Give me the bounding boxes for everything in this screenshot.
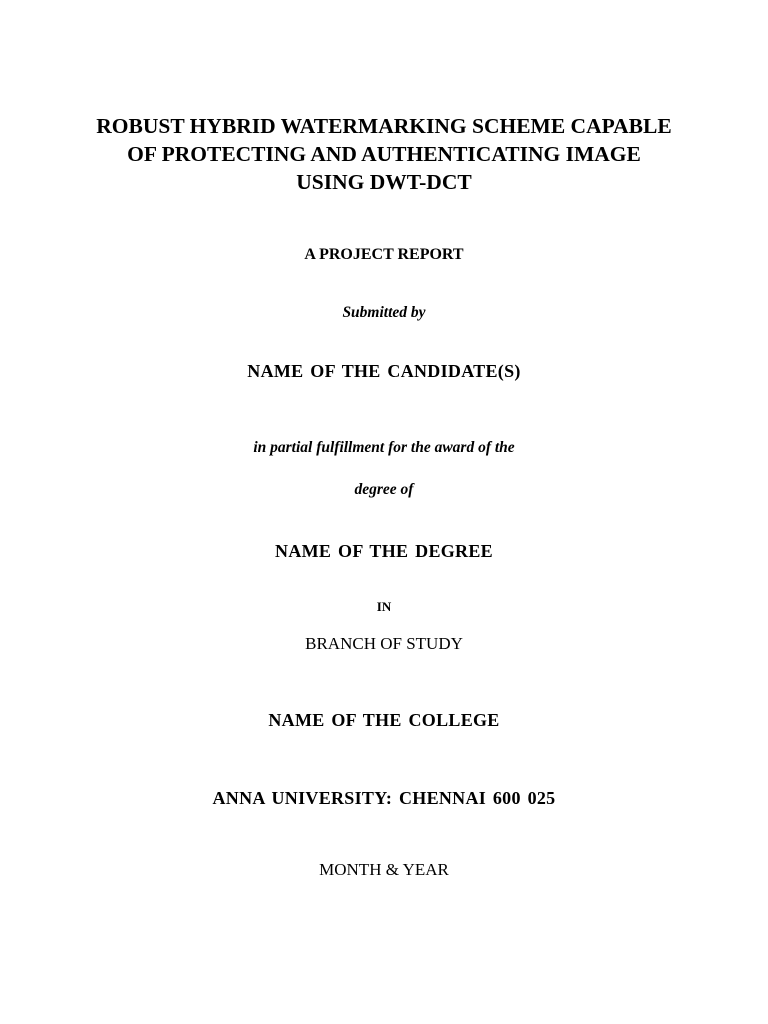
degree-name: NAME OF THE DEGREE	[275, 541, 493, 561]
branch-of-study: BRANCH OF STUDY	[305, 634, 463, 653]
submitted-by-label: Submitted by	[342, 304, 426, 321]
report-type: A PROJECT REPORT	[304, 246, 464, 263]
month-year: MONTH & YEAR	[319, 860, 449, 879]
candidate-name: NAME OF THE CANDIDATE(S)	[247, 361, 521, 381]
fulfillment-text: in partial fulfillment for the award of the	[253, 439, 515, 456]
title-line-2: OF PROTECTING AND AUTHENTICATING IMAGE	[127, 142, 641, 166]
college-name: NAME OF THE COLLEGE	[268, 710, 500, 730]
title-line-1: ROBUST HYBRID WATERMARKING SCHEME CAPABLE	[96, 114, 672, 138]
title-line-3: USING DWT-DCT	[296, 170, 472, 194]
university-name: ANNA UNIVERSITY: CHENNAI 600 025	[212, 788, 556, 808]
degree-of-text: degree of	[354, 481, 414, 498]
in-label: IN	[376, 599, 392, 614]
